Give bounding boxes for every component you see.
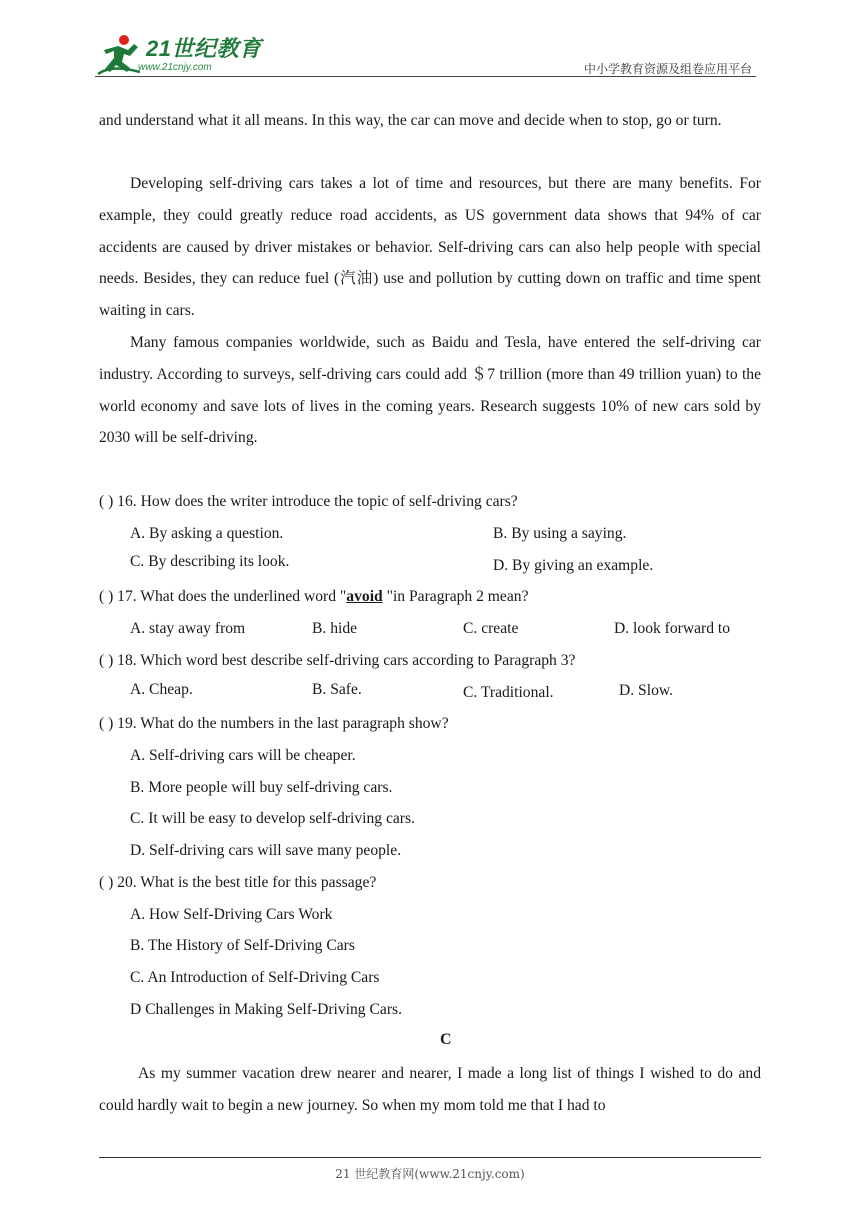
- question-16-option-a: A. By asking a question.: [130, 525, 284, 542]
- question-16-stem: ( ) 16. How does the writer introduce the topic of self-driving cars?: [99, 493, 518, 510]
- question-17-stem-start: ( ) 17. What does the underlined word ": [99, 588, 347, 605]
- question-17-option-c: C. create: [463, 620, 519, 637]
- question-16-option-b: B. By using a saying.: [493, 525, 627, 542]
- question-18-option-b: B. Safe.: [312, 681, 362, 698]
- question-19-option-a: A. Self-driving cars will be cheaper.: [130, 747, 356, 764]
- paragraph-industry: Many famous companies worldwide, such as Baidu and Tesla, have entered the self-driving car industry. According to surveys, self-driving cars could add ＄7 trillion (more than 49 trillion yuan) to the world economy and save lots of lives in the coming years. Research suggests 10% of new cars sold by 2030 will be self-driving.: [99, 334, 761, 447]
- question-19-option-b: B. More people will buy self-driving cars.: [130, 779, 393, 796]
- paragraph-continuation: and understand what it all means. In this way, the car can move and decide when to stop, go or turn.: [99, 112, 722, 129]
- question-20-stem: ( ) 20. What is the best title for this passage?: [99, 874, 377, 891]
- question-19-option-c: C. It will be easy to develop self-driving cars.: [130, 810, 415, 827]
- underlined-keyword: avoid: [346, 588, 383, 605]
- site-logo: [94, 32, 264, 78]
- question-17-stem-end: "in Paragraph 2 mean?: [382, 588, 529, 605]
- question-17-stem: [99, 588, 529, 606]
- page-footer: 21 世纪教育网(www.21cnjy.com): [335, 1167, 525, 1181]
- question-18-option-d: D. Slow.: [619, 682, 674, 699]
- runner-logo-icon: [94, 34, 144, 76]
- question-19-stem: ( ) 19. What do the numbers in the last paragraph show?: [99, 715, 449, 732]
- question-16-option-c: C. By describing its look.: [130, 553, 290, 570]
- logo-url: www.21cnjy.com: [138, 62, 212, 73]
- question-18-stem: ( ) 18. Which word best describe self-driving cars according to Paragraph 3?: [99, 652, 576, 669]
- header-divider: [95, 76, 756, 77]
- question-17-option-b: B. hide: [312, 620, 358, 637]
- question-18-option-c: C. Traditional.: [463, 684, 554, 701]
- question-20-option-d: D Challenges in Making Self-Driving Cars.: [130, 1001, 402, 1018]
- question-17-option-d: D. look forward to: [614, 620, 731, 637]
- logo-wordmark: 21世纪教育: [146, 36, 262, 61]
- footer-divider: [99, 1157, 761, 1158]
- section-heading: C: [440, 1031, 452, 1048]
- question-20-option-a: A. How Self-Driving Cars Work: [130, 906, 333, 923]
- question-20-option-b: B. The History of Self-Driving Cars: [130, 937, 355, 954]
- question-20-option-c: C. An Introduction of Self-Driving Cars: [130, 969, 380, 986]
- question-16-option-d: D. By giving an example.: [493, 557, 654, 574]
- question-18-option-a: A. Cheap.: [130, 681, 193, 698]
- header-platform-text: 中小学教育资源及组卷应用平台: [583, 62, 752, 76]
- question-17-option-a: A. stay away from: [130, 620, 246, 637]
- question-19-option-d: D. Self-driving cars will save many people.: [130, 842, 402, 859]
- paragraph-section-c: As my summer vacation drew nearer and nearer, I made a long list of things I wished to do and could hardly wait to begin a new journey. So when my mom told me that I had to: [99, 1065, 761, 1114]
- paragraph-benefits: Developing self-driving cars takes a lot of time and resources, but there are many benefits. For example, they could greatly reduce road accidents, as US government data shows that 94% of car accidents are caused by driver mistakes or behavior. Self-driving cars can also help people with special needs. Besides, they can reduce fuel (汽油) use and pollution by cutting down on traffic and time spent waiting in cars.: [99, 175, 761, 320]
- page-header: [0, 0, 860, 80]
